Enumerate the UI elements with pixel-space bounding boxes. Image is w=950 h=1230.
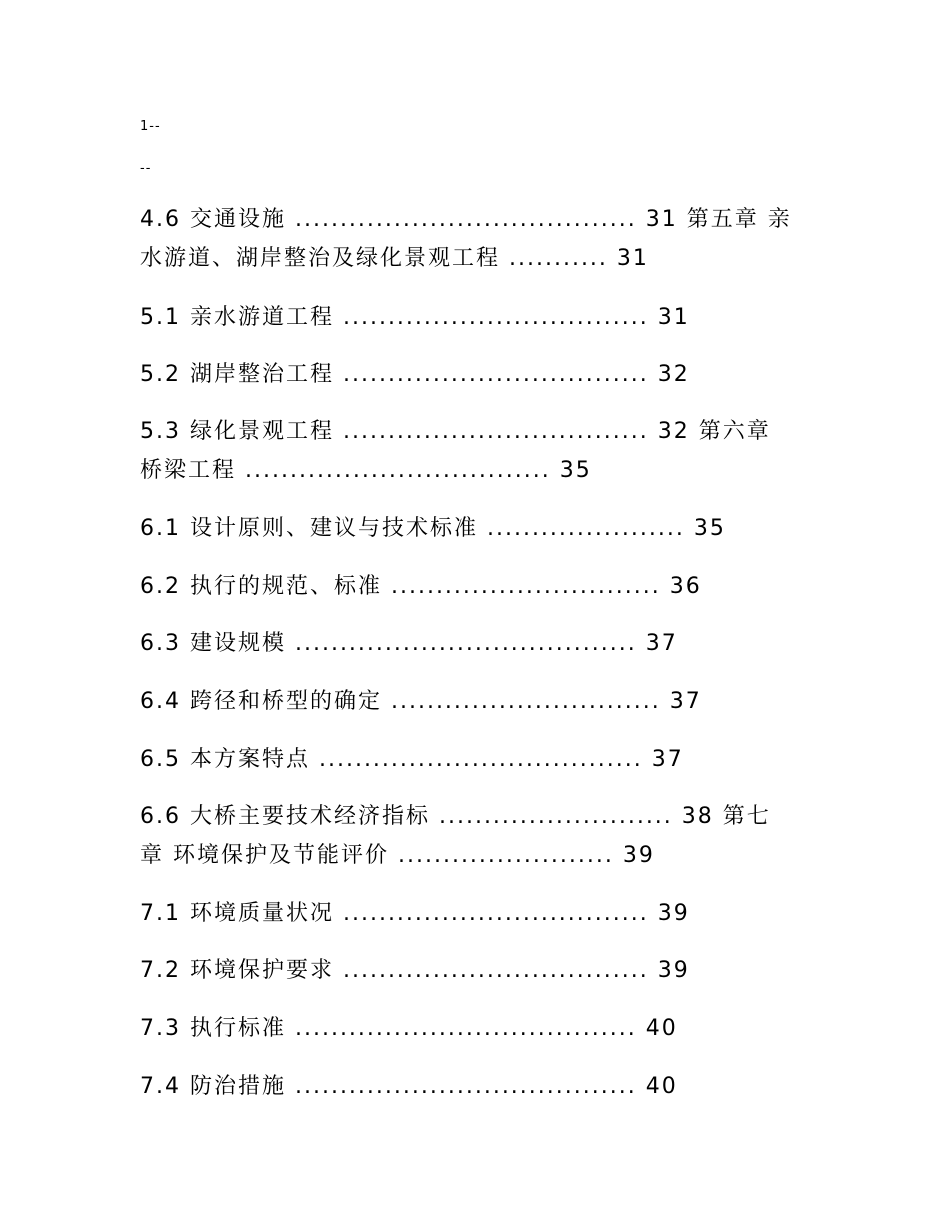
toc-entry-5-1 (140, 298, 820, 337)
toc-entry-4-6 (140, 200, 820, 278)
page-marker: 1-- (140, 119, 161, 134)
toc-entry-text-line: 6.2 执行的规范、标准 .............................. 36 (140, 574, 702, 599)
toc-entry-6-2 (140, 567, 820, 606)
toc-entry-7-4 (140, 1067, 820, 1106)
toc-entry-5-3 (140, 412, 820, 490)
toc-entry-7-1 (140, 894, 820, 933)
toc-entry-text-line: 7.2 环境保护要求 .................................. 39 (140, 958, 690, 983)
separator-line: -- (140, 161, 152, 176)
toc-entry-text-line: 5.3 绿化景观工程 .................................. 32 第六章 (140, 419, 771, 444)
toc-entry-text-line: 5.1 亲水游道工程 .................................. 31 (140, 305, 690, 330)
toc-entry-text-line: 7.1 环境质量状况 .................................. 39 (140, 901, 690, 926)
toc-entry-text-line: 水游道、湖岸整治及绿化景观工程 ........... 31 (140, 246, 649, 271)
toc-entry-6-4 (140, 682, 820, 721)
toc-entry-text-line: 5.2 湖岸整治工程 .................................. 32 (140, 362, 690, 387)
toc-entry-text-line: 4.6 交通设施 ...................................... 31 第五章 亲 (140, 207, 792, 232)
toc-entry-text-line: 桥梁工程 .................................. 35 (140, 458, 592, 483)
toc-entry-7-2 (140, 951, 820, 990)
toc-entry-text-line: 7.3 执行标准 ...................................... 40 (140, 1016, 678, 1041)
toc-entry-7-3 (140, 1009, 820, 1048)
toc-entry-text-line: 6.6 大桥主要技术经济指标 .......................... 38 第七 (140, 804, 771, 829)
toc-entry-text-line: 7.4 防治措施 ...................................... 40 (140, 1074, 678, 1099)
toc-entry-text-line: 6.3 建设规模 ...................................... 37 (140, 631, 678, 656)
toc-entry-text-line: 6.5 本方案特点 .................................... 37 (140, 747, 684, 772)
toc-entry-text-line: 6.4 跨径和桥型的确定 .............................. 37 (140, 689, 702, 714)
toc-entry-text-line: 6.1 设计原则、建议与技术标准 ...................... 35 (140, 516, 726, 541)
toc-entry-5-2 (140, 355, 820, 394)
toc-entry-6-3 (140, 624, 820, 663)
toc-entry-6-1 (140, 509, 820, 548)
toc-entry-6-6 (140, 797, 820, 875)
toc-entry-text-line: 章 环境保护及节能评价 ........................ 39 (140, 843, 655, 868)
toc-entry-6-5 (140, 740, 820, 779)
